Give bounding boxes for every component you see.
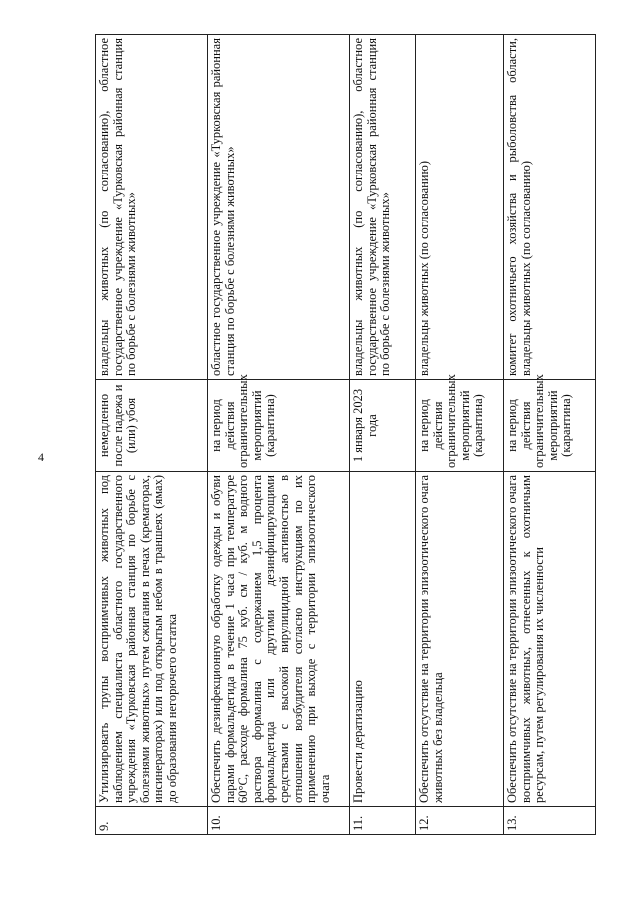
measure-text: Обеспечить отсутствие на территории эпизоотического очага животных без владельца bbox=[416, 472, 504, 807]
table-row bbox=[208, 35, 350, 835]
table-row bbox=[96, 35, 208, 835]
deadline-text: на период действия ограничительных мероприятий (карантина) bbox=[208, 380, 350, 472]
responsible-text: владельцы животных (по согласованию) bbox=[416, 35, 504, 380]
row-number: 11. bbox=[350, 807, 416, 835]
deadline-text: на период действия ограничительных мероприятий (карантина) bbox=[416, 380, 504, 472]
row-number: 13. bbox=[504, 807, 596, 835]
measure-text: Обеспечить дезинфекционную обработку одежды и обуви парами формальдегида в течение 1 часа при температуре 60°С, расходе формалина 75 куб. см / куб. м водного раствора формалина с содержанием 1,5 процента формальдегида или другими дезинфицирующими средствами с высокой вирулицидной активностью в отношении возбудителя согласно инструкциям по их применению при выходе с территории эпизоотического очага bbox=[208, 472, 350, 807]
measures-table-sheet bbox=[95, 35, 595, 835]
page-number: 4 bbox=[38, 450, 44, 464]
table-row bbox=[504, 35, 596, 835]
table-row bbox=[416, 35, 504, 835]
row-number: 9. bbox=[96, 807, 208, 835]
measure-text: Обеспечить отсутствие на территории эпизоотического очага восприимчивых животных, отнесенных к охотничьим ресурсам, путем регулирования их численности bbox=[504, 472, 596, 807]
deadline-text: на период действия ограничительных мероприятий (карантина) bbox=[504, 380, 596, 472]
responsible-text: владельцы животных (по согласованию), областное государственное учреждение «Турковская районная станция по борьбе с болезнями животных» bbox=[96, 35, 208, 380]
responsible-text: областное государственное учреждение «Турковская районная станция по борьбе с болезнями животных» bbox=[208, 35, 350, 380]
row-number: 12. bbox=[416, 807, 504, 835]
measure-text: Утилизировать трупы восприимчивых животных под наблюдением специалиста областного государственного учреждения «Турковская районная станция по борьбе с болезнями животных» путем сжигания в печах (крематорах, инсинераторах) или под открытым небом в траншеях (ямах) до образования негорючего остатка bbox=[96, 472, 208, 807]
deadline-text: немедленно после падежа и (или) убоя bbox=[96, 380, 208, 472]
measure-text: Провести дератизацию bbox=[350, 472, 416, 807]
responsible-text: владельцы животных (по согласованию), областное государственное учреждение «Турковская районная станция по борьбе с болезнями животных» bbox=[350, 35, 416, 380]
measures-table bbox=[95, 34, 596, 835]
table-row bbox=[350, 35, 416, 835]
responsible-text: комитет охотничьего хозяйства и рыболовства области, владельцы животных (по согласованию) bbox=[504, 35, 596, 380]
row-number: 10. bbox=[208, 807, 350, 835]
deadline-text: 1 января 2023 года bbox=[350, 380, 416, 472]
